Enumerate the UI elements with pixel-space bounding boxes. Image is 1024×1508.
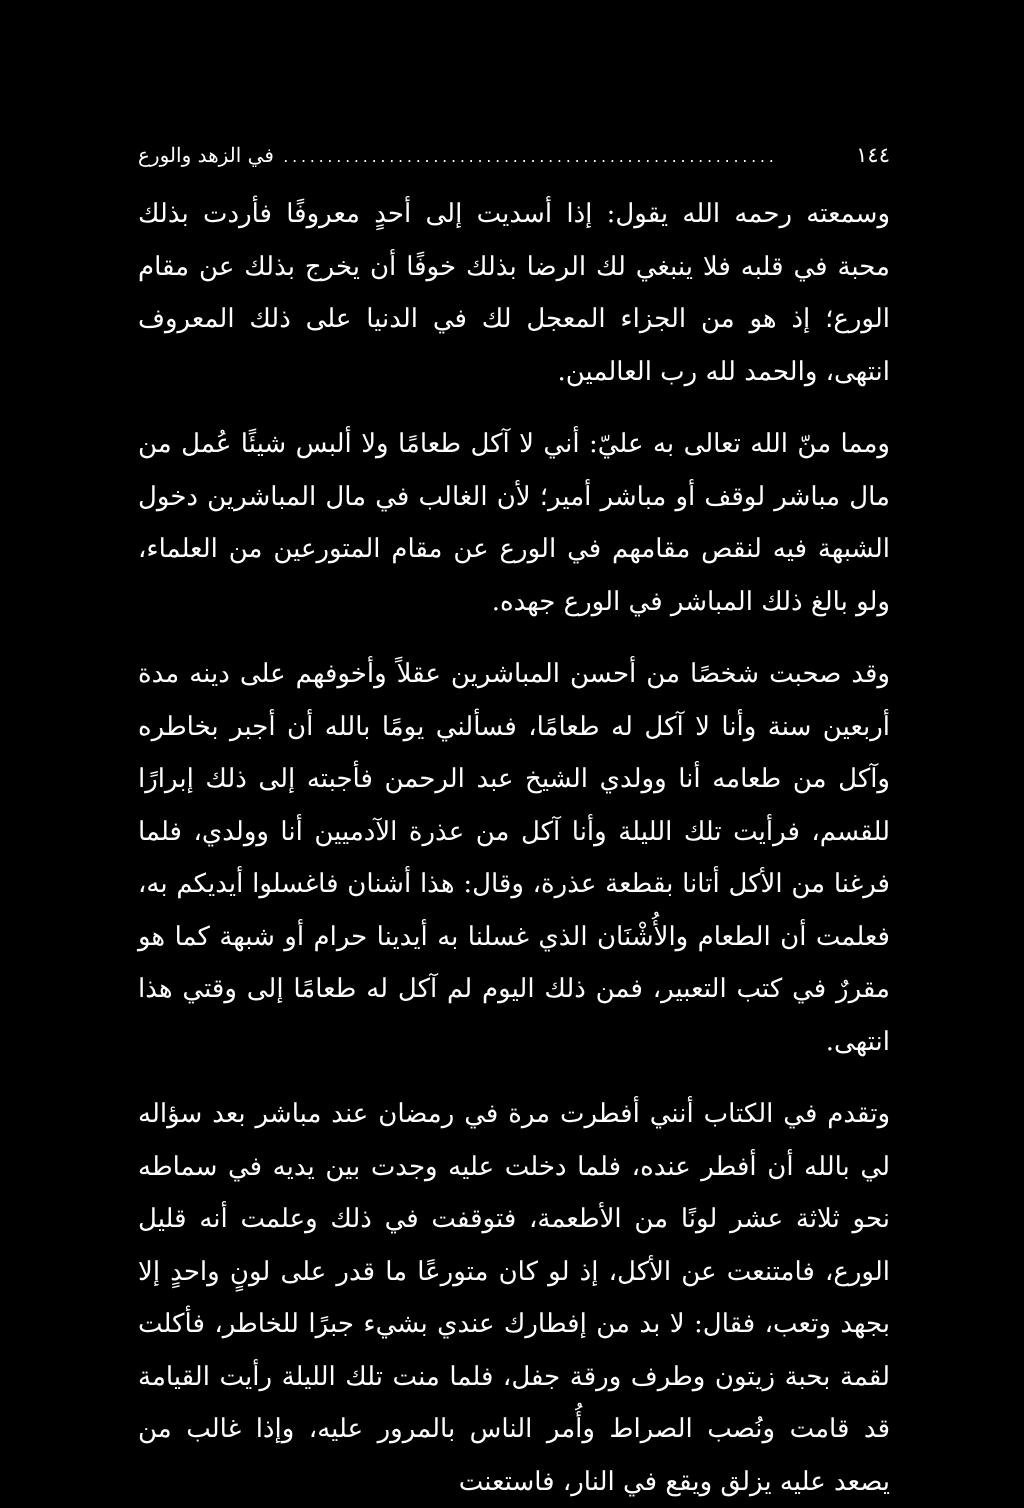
- page-number: ١٤٤: [856, 143, 890, 167]
- running-header: [138, 130, 890, 180]
- paragraph: ومما منّ الله تعالى به عليّ: أني لا آكل طعامًا ولا ألبس شيئًا عُمل من مال مباشر لوقف أو مباشر أمير؛ لأن الغالب في مال المباشرين دخول الشبهة فيه لنقص مقامهم في الورع عن مقام المتورعين من العلماء، ولو بالغ ذلك المباشر في الورع جهده.: [138, 429, 890, 617]
- chapter-title: في الزهد والورع: [138, 143, 274, 167]
- paragraph: وتقدم في الكتاب أنني أفطرت مرة في رمضان عند مباشر بعد سؤاله لي بالله أن أفطر عنده، فلما دخلت عليه وجدت بين يديه في سماطه نحو ثلاثة عشر لونًا من الأطعمة، فتوقفت في ذلك وعلمت أنه قليل الورع، فامتنعت عن الأكل، إذ لو كان متورعًا ما قدر على لونٍ واحدٍ إلا بجهد وتعب، فقال: لا بد من إفطارك عندي بشيء جبرًا للخاطر، فأكلت لقمة بحبة زيتون وطرف ورقة جفل، فلما منت تلك الليلة رأيت القيامة قد قامت ونُصب الصراط وأُمر الناس بالمرور عليه، وإذا غالب من يصعد عليه يزلق ويقع في النار، فاستعنت: [138, 1099, 890, 1497]
- paragraph: وقد صحبت شخصًا من أحسن المباشرين عقلاً وأخوفهم على دينه مدة أربعين سنة وأنا لا آكل له طعامًا، فسألني يومًا بالله أن أجبر بخاطره وآكل من طعامه أنا وولدي الشيخ عبد الرحمن فأجبته إلى ذلك إبرارًا للقسم، فرأيت تلك الليلة وأنا آكل من عذرة الآدميين أنا وولدي، فلما فرغنا من الأكل أتانا بقطعة عذرة، وقال: هذا أشنان فاغسلوا أيديكم به، فعلمت أن الطعام والأُشْنَان الذي غسلنا به أيدينا حرام أو شبهة كما هو مقررٌ في كتب التعبير، فمن ذلك اليوم لم آكل له طعامًا إلى وقتي هذا انتهى.: [138, 659, 890, 1057]
- leader-dots: ........................................................: [281, 150, 777, 165]
- book-page: [138, 130, 890, 1508]
- paragraph: وسمعته رحمه الله يقول: إذا أسديت إلى أحدٍ معروفًا فأردت بذلك محبة في قلبه فلا ينبغي لك الرضا بذلك خوفًا أن يخرج بذلك عن مقام الورع؛ إذ هو من الجزاء المعجل لك في الدنيا على ذلك المعروف انتهى، والحمد لله رب العالمين.: [138, 199, 890, 387]
